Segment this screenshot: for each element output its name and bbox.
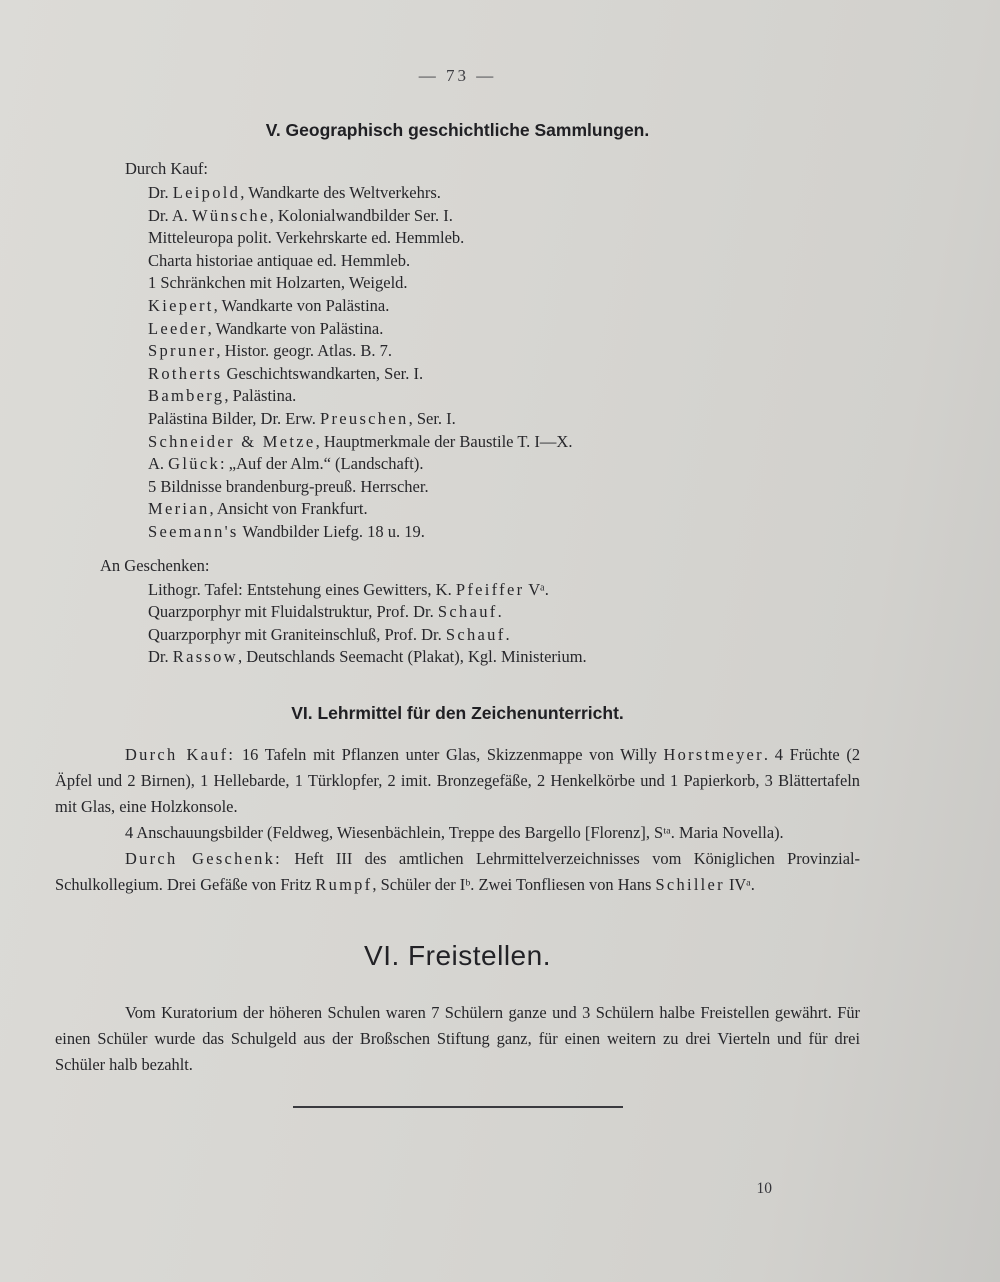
spaced-name: Durch Kauf: — [125, 744, 236, 764]
teaching-paragraphs — [55, 742, 860, 898]
purchases-heading: Durch Kauf: — [125, 159, 208, 178]
text-segment: . 4 Früchte (2 Äpfel und 2 Birnen), 1 Hellebarde, 1 Türklopfer, 2 imit. Bronzegefäße, 2 Henkelkörbe und 1 Papierkorb, 3 Blättertafeln mit Glas, eine Holzkonsole. — [55, 744, 861, 816]
list-item — [148, 318, 860, 341]
text-segment: , Schüler der Iᵇ. Zwei Tonfliesen von Hans — [372, 874, 656, 894]
text-segment: , Ansicht von Frankfurt. — [209, 499, 368, 519]
text-segment: Dr. A. — [148, 205, 193, 225]
text-segment: , Hauptmerkmale der Baustile T. I—X. — [315, 431, 573, 451]
spaced-name: Seemann's — [148, 521, 239, 541]
spaced-name: Leipold — [172, 183, 241, 202]
text-segment: 5 Bildnisse brandenburg-preuß. Herrscher. — [148, 476, 429, 496]
text-segment: , Kolonialwandbilder Ser. I. — [269, 205, 453, 225]
spaced-name: Merian — [148, 499, 210, 519]
purchases-list — [148, 182, 860, 544]
paragraph — [55, 846, 860, 898]
text-segment: , Histor. geogr. Atlas. B. 7. — [216, 341, 392, 361]
spaced-name: Glück — [168, 454, 221, 474]
list-item — [148, 272, 860, 295]
text-segment: 16 Tafeln mit Pflanzen unter Glas, Skizzenmappe von Willy — [235, 744, 664, 764]
section-title-freistellen: VI. Freistellen. — [364, 939, 551, 971]
text-segment: A. — [148, 454, 169, 474]
text-segment: , Wandkarte des Weltverkehrs. — [240, 183, 441, 202]
text-segment: , Deutschlands Seemacht (Plakat), Kgl. Ministerium. — [237, 647, 587, 667]
list-item — [148, 579, 860, 602]
text-segment: Heft III des amtlichen Lehrmittelverzeichnisses vom Königlichen Provinzial-Schulkollegium. Drei Gefäße von Fritz — [55, 848, 860, 894]
spaced-name: Spruner — [148, 341, 217, 361]
gifts-list — [148, 579, 860, 669]
text-segment: . — [497, 602, 502, 622]
list-item — [148, 624, 860, 647]
section-title-teaching-aids: VI. Lehrmittel für den Zeichenunterricht. — [291, 702, 624, 723]
spaced-name: Rotherts — [148, 363, 223, 383]
list-item — [148, 521, 860, 544]
list-item — [148, 646, 860, 669]
text-segment: Vᵃ. — [524, 579, 549, 599]
text-segment: IVᵃ. — [724, 874, 755, 894]
list-item — [148, 182, 860, 205]
text-segment: Quarzporphyr mit Graniteinschluß, Prof. Dr. — [148, 624, 446, 644]
text-segment: Charta historiae antiquae ed. Hemmleb. — [148, 250, 411, 270]
list-item — [148, 340, 860, 363]
text-segment: : „Auf der Alm.“ (Landschaft). — [220, 454, 424, 474]
list-item — [148, 476, 860, 499]
spaced-name: Schauf — [445, 624, 506, 644]
spaced-name: Preuschen — [319, 408, 409, 428]
text-segment: 4 Anschauungsbilder (Feldweg, Wiesenbächlein, Treppe des Bargello [Florenz], Sᵗᵃ. Maria Novella). — [125, 822, 784, 842]
list-item — [148, 385, 860, 408]
gifts-heading: An Geschenken: — [100, 555, 210, 575]
text-segment: Lithogr. Tafel: Entstehung eines Gewitters, K. — [148, 579, 456, 599]
text-segment: Palästina Bilder, Dr. Erw. — [148, 408, 320, 428]
page-number-bottom: 10 — [756, 1180, 772, 1197]
spaced-name: Durch Geschenk: — [125, 848, 282, 868]
text-segment: , Wandkarte von Palästina. — [213, 295, 390, 315]
paragraph — [55, 742, 860, 820]
spaced-name: Rassow — [172, 647, 238, 667]
list-item — [148, 601, 860, 624]
spaced-name: Rumpf — [315, 874, 373, 894]
list-item — [148, 453, 860, 476]
list-item — [148, 227, 860, 250]
text-segment: Dr. — [148, 647, 173, 667]
spaced-name: Schneider & Metze — [148, 431, 316, 451]
list-item — [148, 431, 860, 454]
spaced-name: Schiller — [655, 874, 725, 894]
text-segment: Quarzporphyr mit Fluidalstruktur, Prof. Dr. — [148, 602, 438, 622]
list-item — [148, 408, 860, 431]
section-title-collections: V. Geographisch geschichtliche Sammlungen. — [265, 120, 650, 140]
spaced-name: Schauf — [437, 602, 498, 622]
text-segment: , Palästina. — [224, 386, 297, 406]
spaced-name: Horstmeyer — [663, 744, 764, 764]
list-item — [148, 498, 860, 521]
list-item — [148, 250, 860, 273]
list-item — [148, 205, 860, 228]
spaced-name: Bamberg — [148, 386, 225, 406]
paragraph — [55, 820, 860, 846]
section-end-rule — [293, 1106, 623, 1108]
spaced-name: Leeder — [148, 318, 208, 338]
spaced-name: Pfeiffer — [455, 579, 525, 599]
page-number-top: — 73 — — [418, 66, 497, 85]
text-segment: Mitteleuropa polit. Verkehrskarte ed. Hemmleb. — [148, 228, 465, 248]
list-item — [148, 363, 860, 386]
spaced-name: Kiepert — [148, 295, 214, 315]
text-segment: Geschichtswandkarten, Ser. I. — [222, 363, 424, 383]
list-item — [148, 295, 860, 318]
text-segment: , Wandkarte von Palästina. — [207, 318, 384, 338]
text-segment: 1 Schränkchen mit Holzarten, Weigeld. — [148, 273, 408, 293]
text-segment: Wandbilder Liefg. 18 u. 19. — [238, 521, 425, 541]
text-segment: Dr. — [148, 183, 173, 202]
spaced-name: Wünsche — [192, 205, 270, 225]
paragraph: Vom Kuratorium der höheren Schulen waren 7 Schülern ganze und 3 Schülern halbe Freistellen gewährt. Für einen Schüler wurde das Schulgeld aus der Broßschen Stiftung ganz, für einen weitern zu drei Vierteln und für drei Schüler halb bezahlt. — [55, 1002, 860, 1074]
text-segment: , Ser. I. — [408, 408, 456, 428]
text-segment: . — [505, 624, 510, 644]
